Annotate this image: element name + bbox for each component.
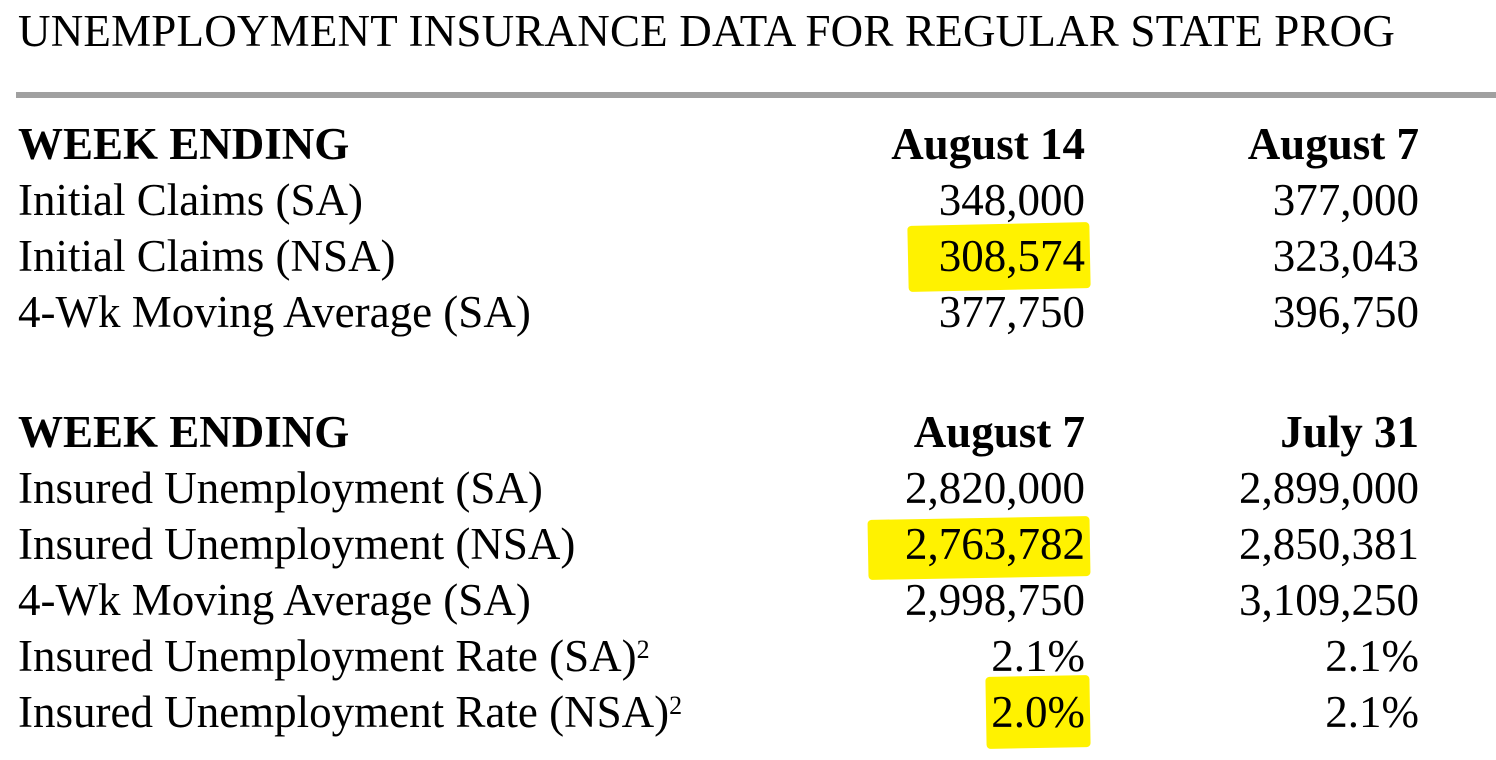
table-row	[0, 684, 1496, 740]
document-title: UNEMPLOYMENT INSURANCE DATA FOR REGULAR STATE PROG	[18, 6, 1396, 56]
row-value-col2: 2,899,000	[1239, 463, 1419, 513]
section1-header-row	[0, 116, 1496, 172]
footnote-marker: 2	[636, 635, 650, 664]
row-value-col1: 2,820,000	[905, 463, 1085, 513]
section1-header-col1: August 14	[891, 119, 1085, 169]
row-value-col1: 2.1%	[991, 631, 1085, 681]
row-value-col2: 323,043	[1272, 231, 1419, 281]
table-row	[0, 516, 1496, 572]
table-row	[0, 628, 1496, 684]
row-value-col1: 348,000	[938, 175, 1085, 225]
section1-header-col2: August 7	[1247, 119, 1419, 169]
row-label: 4-Wk Moving Average (SA)	[18, 287, 531, 337]
row-value-col2: 396,750	[1272, 287, 1419, 337]
row-label: Initial Claims (NSA)	[18, 231, 396, 281]
divider-rule	[16, 92, 1496, 98]
row-value-col2: 377,000	[1272, 175, 1419, 225]
row-value-col1: 2,763,782	[905, 519, 1085, 569]
section2-header-row	[0, 404, 1496, 460]
row-value-col1: 377,750	[938, 287, 1085, 337]
row-value-col2: 2,850,381	[1239, 519, 1419, 569]
table-row	[0, 572, 1496, 628]
row-label: 4-Wk Moving Average (SA)	[18, 575, 531, 625]
row-label: Initial Claims (SA)	[18, 175, 363, 225]
section2-header-col1: August 7	[913, 407, 1085, 457]
row-value-col1: 2,998,750	[905, 575, 1085, 625]
row-value-col1: 2.0%	[991, 687, 1085, 737]
row-value-col2: 2.1%	[1325, 687, 1419, 737]
table-row	[0, 172, 1496, 228]
row-value-col1: 308,574	[938, 231, 1085, 281]
table-row	[0, 460, 1496, 516]
row-label: Insured Unemployment (NSA)	[18, 519, 576, 569]
table-row	[0, 284, 1496, 340]
row-label-with-footnote	[18, 628, 650, 684]
row-value-col2: 3,109,250	[1239, 575, 1419, 625]
row-label: Insured Unemployment Rate (SA)	[18, 631, 637, 681]
row-value-col2: 2.1%	[1325, 631, 1419, 681]
row-label: Insured Unemployment Rate (NSA)	[18, 687, 670, 737]
section2-header-col2: July 31	[1280, 407, 1419, 457]
row-label: Insured Unemployment (SA)	[18, 463, 543, 513]
section1-header-label: WEEK ENDING	[18, 119, 350, 169]
footnote-marker: 2	[669, 691, 683, 720]
table-row	[0, 228, 1496, 284]
section2-header-label: WEEK ENDING	[18, 407, 350, 457]
row-label-with-footnote	[18, 684, 682, 740]
